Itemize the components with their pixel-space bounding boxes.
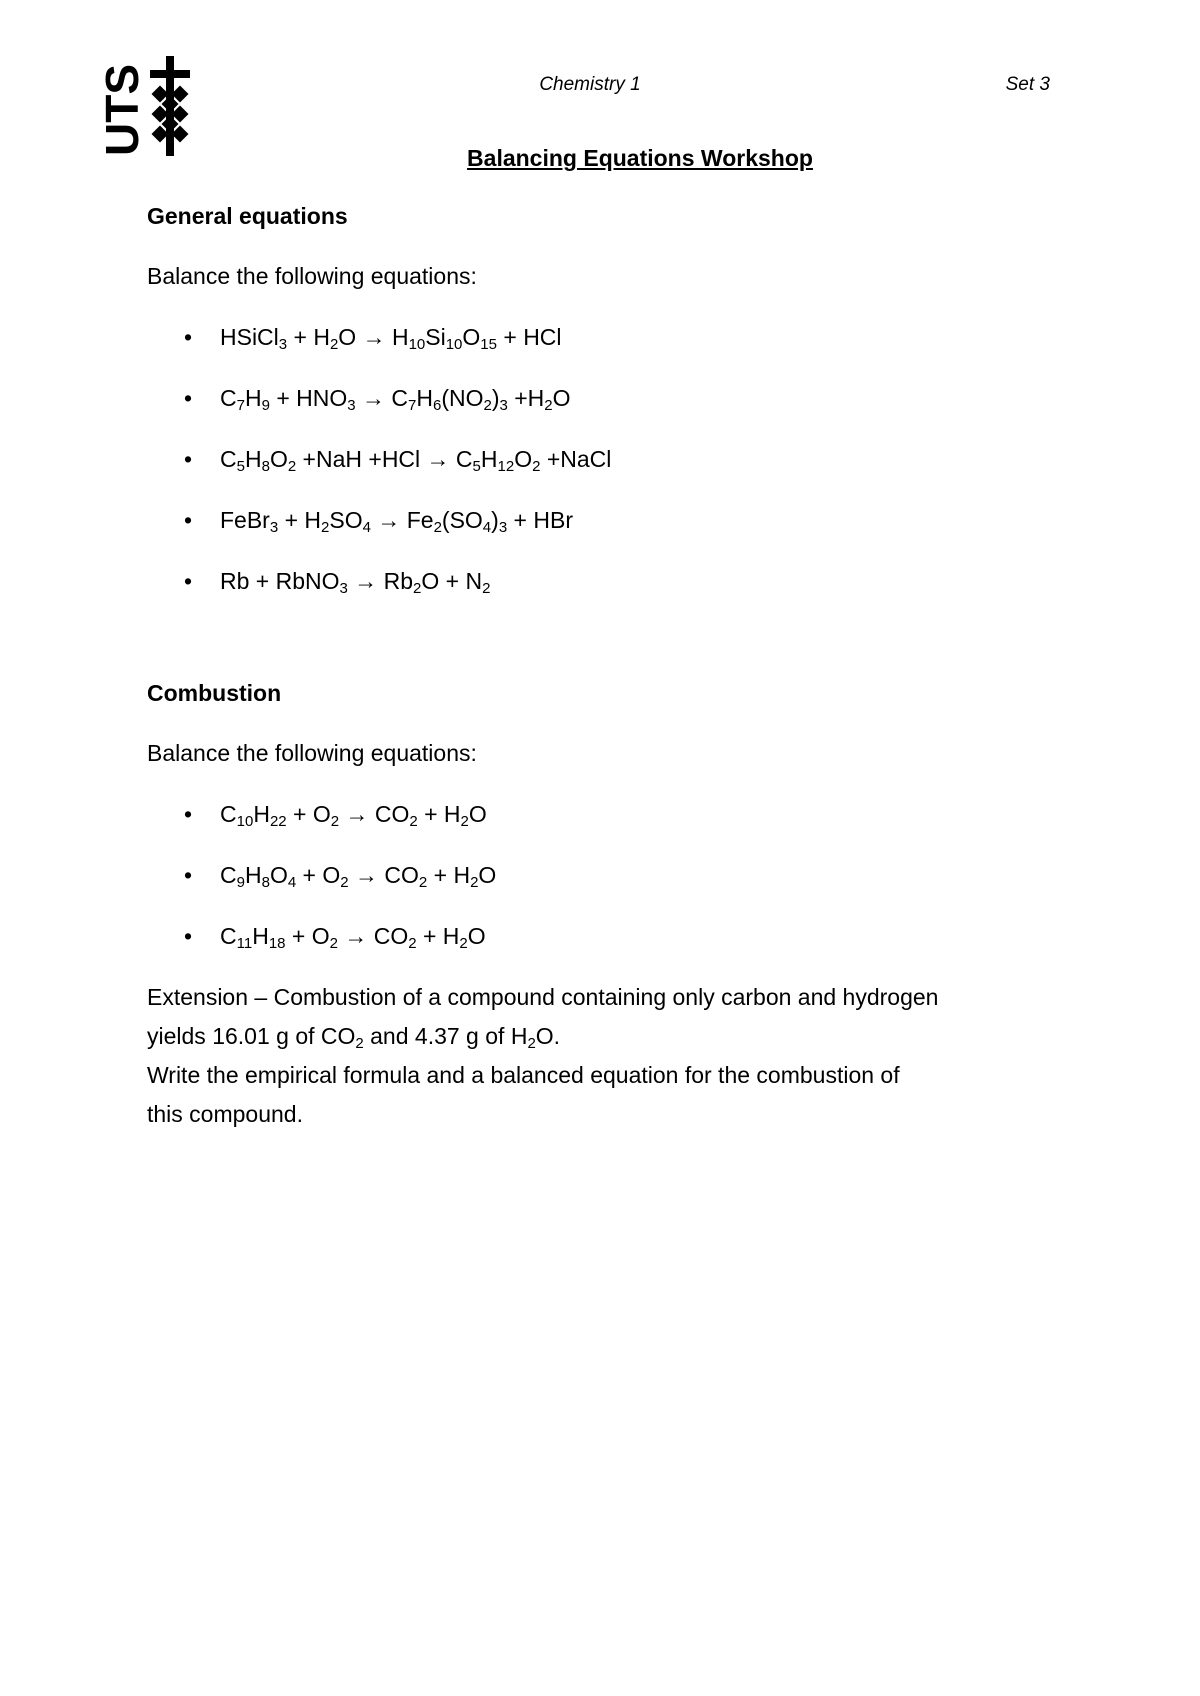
equation-item: [147, 922, 1087, 950]
worksheet-body: [147, 202, 1087, 1134]
equation-item: [147, 800, 1087, 828]
general-equations-heading: General equations: [147, 203, 348, 229]
extension-line-1: Extension – Combustion of a compound containing only carbon and hydrogen: [147, 984, 939, 1010]
equation-item: [147, 384, 1087, 412]
equation: $C_7H_9 + HNO_3 \to C_7H_6(NO_2)_3 +H_2O$: [220, 385, 571, 414]
equation-item: [147, 445, 1087, 473]
equation-item: [147, 861, 1087, 889]
general-instruction: Balance the following equations:: [147, 263, 477, 289]
equation: $C_5H_8O_2 +NaH +HCl \to C_5H_{12}O_2$ +NaCl: [220, 446, 612, 475]
equation: $C_9H_8O_4 + O_2 \to CO_2 + H_2O$: [220, 862, 497, 891]
equation: $C_{10}H_{22} + O_2 \to CO_2 + H_2O$: [220, 801, 487, 830]
equation: $C_{11}H_{18} + O_2 \to CO_2 + H_2O$: [220, 923, 486, 952]
spacer: [147, 950, 1087, 978]
bullet: •: [184, 801, 193, 827]
equation: Rb + RbNO$_3$ → $Rb_2O + N_2$: [220, 568, 491, 597]
uts-logo: [96, 56, 202, 156]
extension-line-2: yields 16.01 g of $CO_2$ and 4.37 g of $H_2O$.: [147, 1023, 561, 1052]
bullet: •: [184, 324, 193, 350]
bullet: •: [184, 862, 193, 888]
bullet: •: [184, 446, 193, 472]
course-name: Chemistry 1: [539, 74, 641, 95]
uts-logo-graphic: [96, 56, 202, 156]
extension-line-3: Write the empirical formula and a balanced equation for the combustion of: [147, 1062, 900, 1088]
bullet: •: [184, 507, 193, 533]
bullet: •: [184, 923, 193, 949]
extension-question: [147, 978, 1087, 1134]
combustion-heading: Combustion: [147, 680, 282, 706]
page-title: Balancing Equations Workshop: [467, 145, 813, 171]
spacer: [147, 595, 1087, 679]
bullet: •: [184, 385, 193, 411]
equation-item: [147, 323, 1087, 351]
combustion-instruction: Balance the following equations:: [147, 740, 477, 766]
equation: HSiCl$_3$ + $H_2O \to H_{10}Si_{10}O_{15}$ + HCl: [220, 324, 562, 353]
bullet: •: [184, 568, 193, 594]
general-equation-list: [147, 323, 1087, 595]
extension-line-4: this compound.: [147, 1101, 303, 1127]
equation-item: [147, 506, 1087, 534]
svg-text:UTS: UTS: [96, 64, 148, 156]
combustion-equation-list: [147, 800, 1087, 950]
equation-item: [147, 567, 1087, 595]
equation: FeBr$_3$ + $H_2SO_4 \to Fe_2(SO_4)_3$ + HBr: [220, 507, 573, 536]
set-number: Set 3: [1005, 74, 1050, 95]
